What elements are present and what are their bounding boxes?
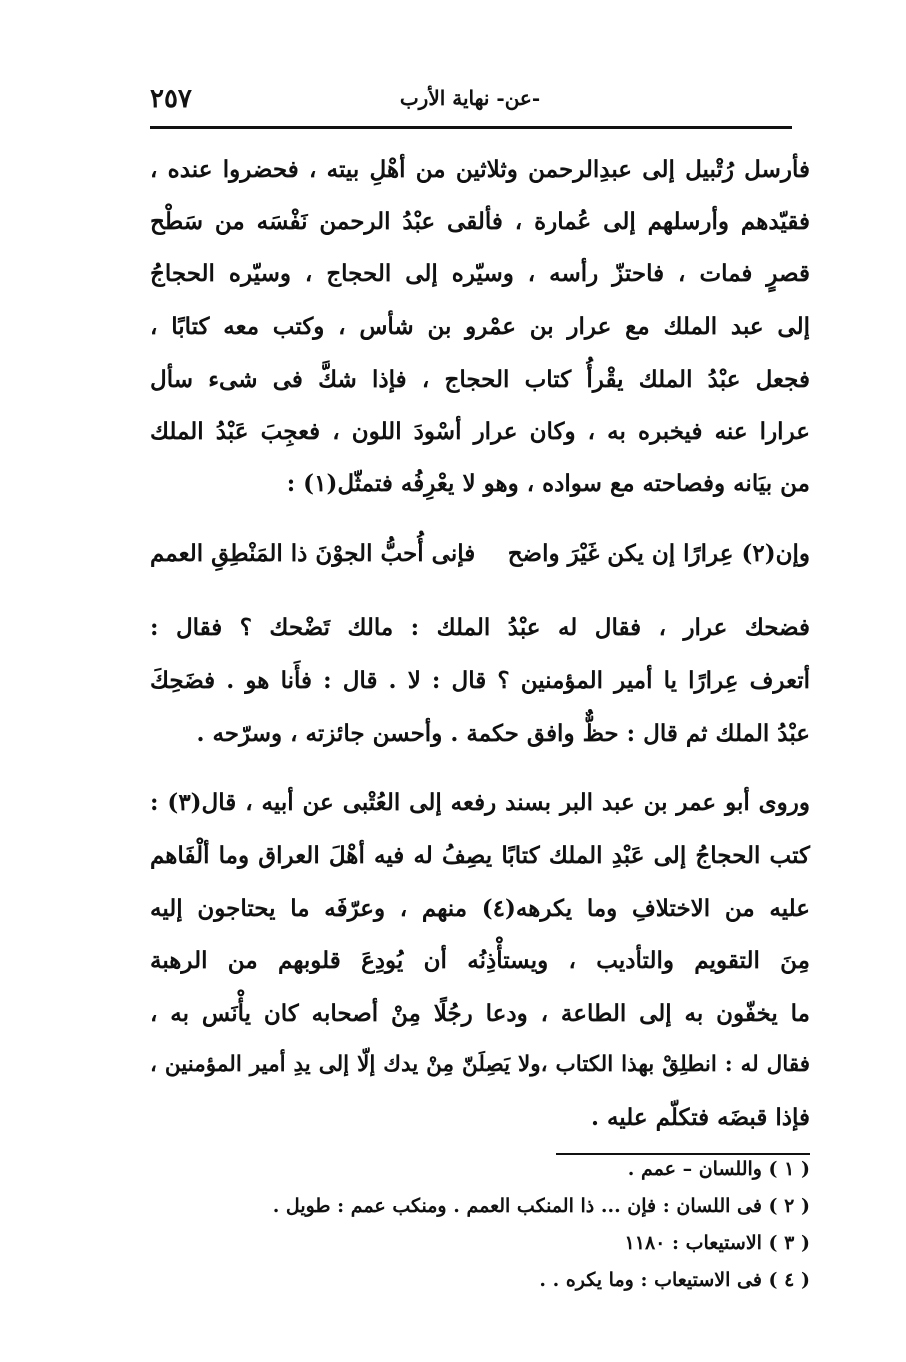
page-header	[150, 84, 790, 124]
verse-second-hemistich: فإنى أُحبُّ الجوْنَ ذا المَنْطِقِ العمم	[150, 540, 476, 567]
page-number: ٢٥٧	[150, 84, 192, 114]
text-line: قصرٍ فمات ، فاحتزّ رأسه ، وسيّره إلى الحجاج ، وسيّره الحجاجُ	[150, 260, 810, 287]
footnote-rule	[556, 1153, 810, 1155]
header-rule	[150, 126, 792, 129]
verse-first-hemistich: وإن(٢) عِرارًا إن يكن غَيْرَ واضح	[507, 540, 810, 567]
text-line: فجعل عبْدُ الملك يقْرأُ كتاب الحجاج ، فإذا شكَّ فى شىء سأل	[150, 366, 810, 393]
footnote-4: ( ٤ ) فى الاستيعاب : وما يكره . .	[539, 1269, 810, 1291]
text-line: من بيَانه وفصاحته مع سواده ، وهو لا يعْرِفُه فتمثّل(١) :	[286, 470, 810, 497]
text-line: فقيّدهم وأرسلهم إلى عُمارة ، فألقى عبْدُ الرحمن نَفْسَه من سَطْح	[150, 208, 810, 235]
text-line: إلى عبد الملك مع عرار بن عمْرو بن شأس ، وكتب معه كتابًا ،	[150, 313, 810, 340]
text-line: فقال له : انطلِقْ بهذا الكتاب ،ولا يَصِلَنّ مِنْ يدك إلّا إلى يدِ أمير المؤمنين ،	[150, 1052, 810, 1077]
text-line: أتعرف عِرارًا يا أمير المؤمنين ؟ قال : لا . قال : فأَنا هو . فضَحِكَ	[150, 667, 810, 694]
text-line: ما يخفّون به إلى الطاعة ، ودعا رجُلًا مِنْ أصحابه كان يأْنَس به ،	[150, 1000, 810, 1027]
text-line: وروى أبو عمر بن عبد البر بسند رفعه إلى العُتْبى عن أبيه ، قال(٣) :	[150, 789, 810, 816]
poetry-verse	[150, 540, 810, 590]
text-line: مِنَ التقويم والتأديب ، ويستأْذِنُه أن يُودِعَ قلوبهم من الرهبة	[150, 947, 810, 974]
running-head: -عن- نهاية الأرب	[399, 86, 541, 110]
text-line: كتب الحجاجُ إلى عَبْدِ الملك كتابًا يصِفُ له فيه أهْلَ العراق وما ألْفَاهم	[150, 842, 810, 869]
text-line: فضحك عرار ، فقال له عبْدُ الملك : مالك تَضْحك ؟ فقال :	[150, 614, 810, 641]
footnote-1: ( ١ ) واللسان – عمم .	[627, 1158, 810, 1180]
text-line: عليه من الاختلافِ وما يكرهه(٤) منهم ، وعرّفَه ما يحتاجون إليه	[150, 895, 810, 922]
text-line: فأرسل رُتْبيل إلى عبدِالرحمن وثلاثين من أهْلِ بيته ، فحضروا عنده ،	[150, 156, 810, 183]
text-line: عبْدُ الملك ثم قال : حظٌّ وافق حكمة . وأحسن جائزته ، وسرّحه .	[196, 720, 810, 747]
footnote-3: ( ٣ ) الاستيعاب : ١١٨٠	[624, 1232, 810, 1254]
text-line: عرارا عنه فيخبره به ، وكان عرار أسْودَ اللون ، فعجِبَ عَبْدُ الملك	[150, 418, 810, 445]
footnote-2: ( ٢ ) فى اللسان : فإن ... ذا المنكب العمم . ومنكب عمم : طويل .	[272, 1195, 810, 1217]
text-line: فإذا قبضَه فتكلّم عليه .	[590, 1104, 810, 1131]
